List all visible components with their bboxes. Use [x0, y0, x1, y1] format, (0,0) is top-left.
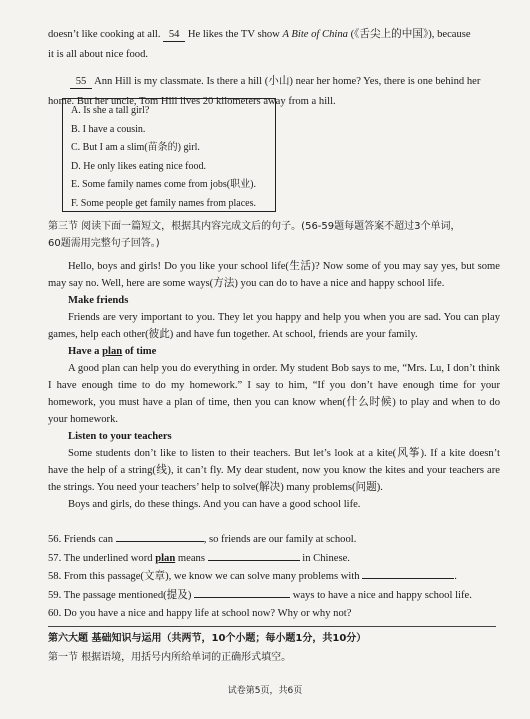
question-60: 60. Do you have a nice and happy life at school now? Why or why not?	[48, 608, 352, 619]
line-4: home. But her uncle, Tom Hill lives 20 kilometers away from a hill.	[48, 96, 336, 107]
questions	[48, 531, 500, 624]
blank-55: 55	[70, 76, 92, 89]
option-b: B. I have a cousin.	[71, 123, 146, 135]
paragraph-plan: A good plan can help you do everything in order. My student Bob says to me, “Mrs. Lu, I don’t think I have enough time to do my homework.” I say to him, “If you don’t have enough time for your homework, you must have a plan of time, then you can know when(什么时候) to play and when to do your homework.	[48, 363, 500, 425]
option-d: D. He only likes eating nice food.	[71, 160, 206, 172]
answer-line	[48, 626, 496, 627]
option-f: F. Some people get family names from places.	[71, 197, 256, 209]
answer-blank-56[interactable]	[116, 541, 204, 542]
answer-blank-57[interactable]	[208, 560, 300, 561]
question-58: 58. From this passage(文章), we know we can solve many problems with .	[48, 571, 457, 582]
option-a: A. Is she a tall girl?	[71, 105, 150, 116]
heading-make-friends: Make friends	[68, 295, 129, 306]
answer-blank-59[interactable]	[194, 597, 290, 598]
question-56: 56. Friends can , so friends are our family at school.	[48, 534, 357, 545]
option-c: C. But I am a slim(苗条的) girl.	[71, 142, 200, 154]
show-title: A Bite of China	[282, 29, 348, 40]
answer-blank-58[interactable]	[362, 578, 454, 579]
section-6-heading: 第六大题 基础知识与运用（共两节，10个小题；每小题1分，共10分） 第一节 根据语境，用括号内所给单词的正确形式填空。	[48, 633, 367, 663]
paragraph-conclusion: Boys and girls, do these things. And you can have a good school life.	[68, 499, 361, 510]
question-59: 59. The passage mentioned(提及) ways to have a nice and happy school life.	[48, 589, 472, 601]
page-footer: 试卷第5页，共6页	[227, 686, 303, 696]
reading-passage	[48, 258, 500, 513]
section-3-heading: 第三节 阅读下面一篇短文，根据其内容完成文后的句子。(56-59题每题答案不超过3个单词， 60题需用完整句子回答。)	[48, 221, 461, 249]
blank-54: 54	[163, 29, 185, 42]
option-e: E. Some family names come from jobs(职业).	[71, 179, 256, 191]
line-2: it is all about nice food.	[48, 49, 149, 60]
question-57: 57. The underlined word plan means in Chinese.	[48, 552, 350, 564]
paragraph-teachers: Some students don’t like to listen to their teachers. But let’s look at a kite(风筝). If a kite doesn’t have the help of a string(线), it can’t fly. My dear student, now you know the kites and your teachers are the strings. You need your teachers’ help to solve(解决) many problems(问题).	[48, 448, 500, 493]
heading-plan: Have a plan of time	[68, 346, 157, 357]
paragraph-intro: Hello, boys and girls! Do you like your school life(生活)? Now some of you may say yes, but some may say no. Well, here are some ways(方法) you can do to have a nice and happy school life.	[48, 261, 500, 289]
paragraph-friends: Friends are very important to you. They let you happy and help you when you are sad. You can play games, help each other(彼此) and have fun together. At school, friends are your family.	[48, 312, 500, 340]
options-box	[62, 98, 276, 212]
line-3: 55 Ann Hill is my classmate. Is there a hill (小山) near her home? Yes, there is one behind her	[48, 73, 500, 90]
line-1: doesn’t like cooking at all. 54 He likes the TV show A Bite of China (《舌尖上的中国》), because	[48, 29, 471, 40]
heading-teachers: Listen to your teachers	[68, 431, 172, 442]
underlined-plan: plan	[102, 346, 123, 357]
